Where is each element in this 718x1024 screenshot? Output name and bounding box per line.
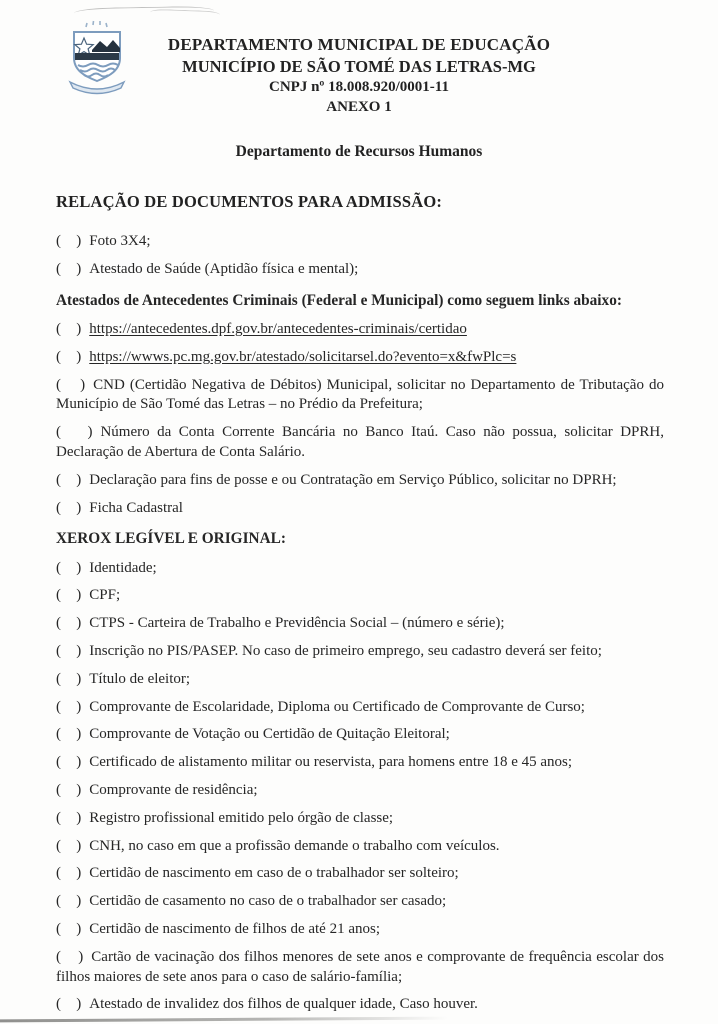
- checklist-item-row: [56, 698, 664, 718]
- checkbox-parentheses: ( ): [56, 698, 83, 715]
- checkbox-parentheses: ( ): [56, 348, 83, 365]
- header-cnpj: CNPJ nº 18.008.920/0001-11: [269, 79, 449, 96]
- item-text: Identidade;: [89, 559, 157, 576]
- header-municipality: MUNICÍPIO DE SÃO TOMÉ DAS LETRAS-MG: [182, 57, 536, 77]
- checklist-item-row: [56, 499, 664, 519]
- checkbox-parentheses: ( ): [56, 642, 83, 659]
- checkbox-parentheses: ( ): [56, 893, 83, 910]
- header-hr-department: Departamento de Recursos Humanos: [235, 142, 483, 160]
- checklist-item-row: [56, 864, 664, 884]
- item-text: Número da Conta Corrente Bancária no Banco Itaú. Caso não possua, solicitar DPRH, Declaração de Abertura de Conta Salário.: [56, 424, 664, 461]
- checkbox-parentheses: ( ): [56, 321, 83, 338]
- checklist-item-row: [56, 670, 664, 690]
- item-text: CND (Certidão Negativa de Débitos) Municipal, solicitar no Departamento de Tributação do Município de São Tomé das Letras – no Prédio da Prefeitura;: [56, 376, 665, 413]
- checklist-item-row: [56, 892, 664, 912]
- checkbox-parentheses: ( ): [56, 499, 83, 516]
- checkbox-parentheses: ( ): [56, 996, 83, 1013]
- municipal-coat-of-arms-icon: [62, 20, 132, 100]
- checklist-item-row: [56, 586, 664, 606]
- checkbox-parentheses: ( ): [56, 587, 83, 604]
- document-url-link[interactable]: https://antecedentes.dpf.gov.br/antecedentes-criminais/certidao: [89, 321, 467, 338]
- checkbox-parentheses: ( ): [56, 781, 83, 798]
- item-text: Registro profissional emitido pelo órgão de classe;: [89, 809, 394, 826]
- checkbox-parentheses: ( ): [56, 424, 94, 441]
- checklist-item-row: [56, 948, 664, 988]
- checkbox-parentheses: ( ): [56, 948, 85, 965]
- checklist-item-row: [56, 614, 664, 634]
- checkbox-parentheses: ( ): [56, 837, 83, 854]
- item-text: Atestado de Saúde (Aptidão física e mental);: [89, 261, 359, 278]
- item-text: Certidão de nascimento em caso de o trabalhador ser solteiro;: [89, 865, 459, 882]
- checklist-item-row: [56, 559, 664, 579]
- document-body: [0, 192, 718, 1015]
- document-title: RELAÇÃO DE DOCUMENTOS PARA ADMISSÃO:: [56, 192, 443, 212]
- checklist-item-row: [56, 423, 664, 463]
- checklist-item-row: [56, 725, 664, 745]
- checklist-item-row: [56, 642, 664, 662]
- item-text: Foto 3X4;: [89, 233, 151, 250]
- item-text: CPF;: [89, 587, 121, 604]
- checkbox-parentheses: ( ): [56, 754, 83, 771]
- item-text: CTPS - Carteira de Trabalho e Previdência Social – (número e série);: [89, 615, 505, 632]
- item-text: Comprovante de Escolaridade, Diploma ou Certificado de Comprovante de Curso;: [89, 698, 585, 715]
- checkbox-parentheses: ( ): [56, 615, 83, 632]
- checklist-item-row: [56, 809, 664, 829]
- item-text: CNH, no caso em que a profissão demande o trabalho com veículos.: [89, 837, 500, 854]
- checklist-link-row: [56, 320, 664, 340]
- checklist-item-row: [56, 753, 664, 773]
- header-department: DEPARTAMENTO MUNICIPAL DE EDUCAÇÃO: [167, 35, 551, 54]
- section-heading: Atestados de Antecedentes Criminais (Federal e Municipal) como seguem links abaixo:: [56, 291, 622, 309]
- scan-artifact: [0, 1016, 448, 1021]
- checklist-item-row: [56, 920, 664, 940]
- item-text: Atestado de invalidez dos filhos de qualquer idade, Caso houver.: [89, 996, 478, 1013]
- item-text: Ficha Cadastral: [89, 499, 183, 516]
- item-text: Declaração para fins de posse e ou Contratação em Serviço Público, solicitar no DPRH;: [89, 471, 617, 488]
- header-anexo: ANEXO 1: [326, 99, 392, 115]
- checklist-item-row: [56, 995, 664, 1015]
- checkbox-parentheses: ( ): [56, 471, 83, 488]
- checklist-item-row: [56, 260, 664, 280]
- item-text: Comprovante de residência;: [89, 781, 258, 798]
- checkbox-parentheses: ( ): [56, 809, 83, 826]
- section-heading: XEROX LEGÍVEL E ORIGINAL:: [56, 530, 286, 548]
- item-text: Título de eleitor;: [89, 670, 191, 687]
- checkbox-parentheses: ( ): [56, 865, 83, 882]
- checklist-item-row: [56, 232, 664, 252]
- item-text: Certificado de alistamento militar ou reservista, para homens entre 18 e 45 anos;: [89, 754, 573, 771]
- checklist-link-row: [56, 348, 664, 368]
- checkbox-parentheses: ( ): [56, 670, 83, 687]
- item-text: Certidão de nascimento de filhos de até 21 anos;: [89, 920, 380, 937]
- checklist-item-row: [56, 376, 664, 416]
- item-text: Certidão de casamento no caso de o trabalhador ser casado;: [89, 893, 447, 910]
- checkbox-parentheses: ( ): [56, 920, 83, 937]
- item-text: Cartão de vacinação dos filhos menores de sete anos e comprovante de frequência escolar dos filhos maiores de sete anos para o caso de salário-família;: [56, 948, 664, 985]
- checklist-item-row: [56, 837, 664, 857]
- document-url-link[interactable]: https://wwws.pc.mg.gov.br/atestado/solicitarsel.do?evento=x&fwPlc=s: [89, 348, 517, 365]
- checkbox-parentheses: ( ): [56, 233, 83, 250]
- item-text: Inscrição no PIS/PASEP. No caso de primeiro emprego, seu cadastro deverá ser feito;: [89, 642, 602, 659]
- checklist: [56, 232, 664, 1015]
- checkbox-parentheses: ( ): [56, 261, 83, 278]
- checklist-item-row: [56, 781, 664, 801]
- checkbox-parentheses: ( ): [56, 376, 87, 393]
- checklist-item-row: [56, 471, 664, 491]
- checkbox-parentheses: ( ): [56, 559, 83, 576]
- checkbox-parentheses: ( ): [56, 726, 83, 743]
- item-text: Comprovante de Votação ou Certidão de Quitação Eleitoral;: [89, 726, 450, 743]
